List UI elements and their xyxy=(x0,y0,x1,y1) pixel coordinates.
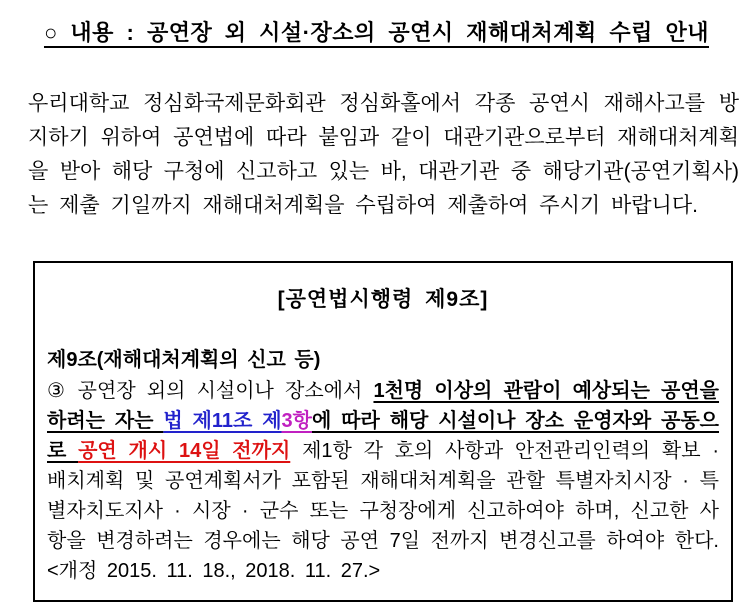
law-box-title: [공연법시행령 제9조] xyxy=(277,288,489,311)
document-page xyxy=(0,16,753,598)
law-text-segment: 에 따라 해당 시설이나 장소 운영자와 공동으로 xyxy=(47,410,719,462)
law-text-segment: 법 제11조 제 xyxy=(163,410,282,432)
intro-paragraph: 우리대학교 정심화국제문화회관 정심화홀에서 각종 공연시 재해사고를 방지하기 위하여 공연법에 따라 붙임과 같이 대관기관으로부터 재해대처계획을 받아 해당 구청에 신고하고 있는 바, 대관기관 중 해당기관(공연기획사)는 제출 기일까지 재해대처계획을 수립하여 제출하여 주시기 바랍니다. xyxy=(28,92,739,217)
law-text-segment: 공연 개시 14일 전까지 xyxy=(78,440,291,462)
law-text-segment: ③ 공연장 외의 시설이나 장소에서 xyxy=(47,380,374,402)
law-text-segment: 1천명 이상의 관람이 예상되는 공연을 하려는 자는 xyxy=(47,380,720,432)
law-text-segment: 3항 xyxy=(281,410,312,432)
law-article-text xyxy=(47,376,719,586)
law-article-heading: 제9조(재해대처계획의 신고 등) xyxy=(47,349,321,371)
law-text-segment: <개정 2015. 11. 18., 2018. 11. 27.> xyxy=(47,560,381,582)
law-box xyxy=(33,261,733,602)
page-title: ○ 내용 : 공연장 외 시설·장소의 공연시 재해대처계획 수립 안내 xyxy=(43,20,709,45)
law-text-segment: 제1항 각 호의 사항과 안전관리인력의 확보 · 배치계획 및 공연계획서가 포함된 재해대처계획을 관할 특별자치시장 · 특별자치도지사 · 시장 · 군수 또는 구청장에게 신고하여야 하며, 신고한 사항을 변경하려는 경우에는 해당 공연 7일 전까지 변경신고를 하여야 한다. xyxy=(47,440,719,552)
